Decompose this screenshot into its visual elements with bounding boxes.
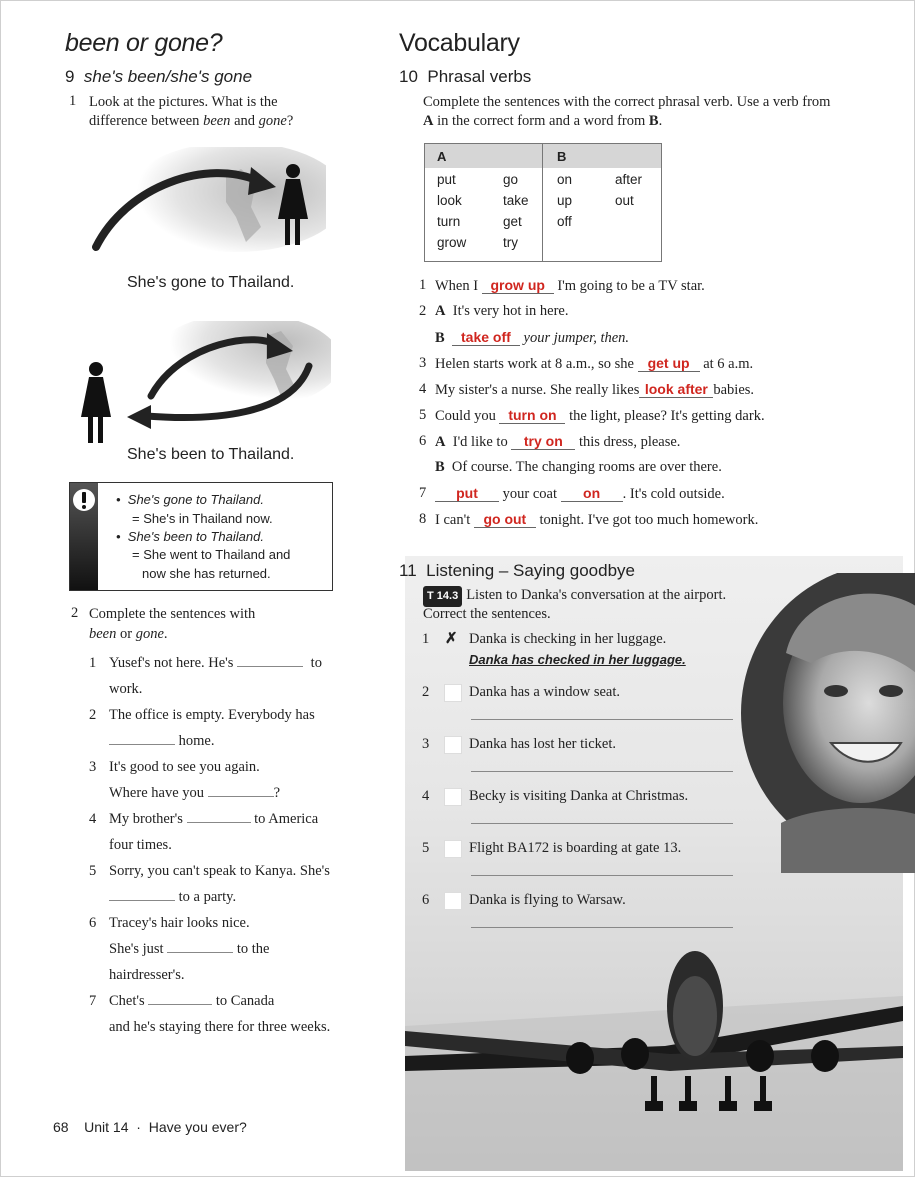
note-sidebar bbox=[70, 483, 98, 590]
item-number: 2 bbox=[419, 303, 427, 319]
ex11-item-1-text: Danka is checking in her luggage. bbox=[469, 631, 667, 647]
text: the light, please? It's getting dark. bbox=[569, 408, 765, 424]
text: ? bbox=[286, 113, 294, 129]
vocab-table bbox=[424, 143, 662, 262]
text: or bbox=[116, 626, 136, 642]
exercise-number: 9 bbox=[65, 67, 75, 86]
answer-checkbox[interactable] bbox=[444, 788, 462, 806]
word: up bbox=[557, 193, 573, 208]
text: . bbox=[163, 626, 168, 642]
sentence-number: 6 bbox=[89, 915, 97, 931]
answer-field[interactable]: grow up bbox=[482, 277, 554, 294]
item-number: 4 bbox=[419, 381, 427, 397]
word: take bbox=[503, 193, 529, 208]
q1-line2 bbox=[89, 112, 293, 131]
sentence-4-line2: four times. bbox=[109, 837, 172, 853]
question-number: 1 bbox=[69, 93, 77, 109]
text: I can't bbox=[435, 512, 471, 528]
text: . bbox=[658, 113, 663, 129]
text: in the correct form and a word from bbox=[433, 113, 649, 129]
text: Chet's bbox=[109, 993, 145, 1009]
speaker-label: A bbox=[435, 434, 446, 450]
cross-mark-icon: ✗ bbox=[445, 630, 458, 647]
ex10-item-5 bbox=[435, 407, 765, 425]
text: at 6 a.m. bbox=[703, 356, 754, 372]
word: look bbox=[437, 193, 462, 208]
sentence-5-line2 bbox=[109, 889, 236, 906]
exercise-title: she's been/she's gone bbox=[83, 67, 253, 86]
portrait-photo bbox=[741, 573, 915, 873]
sentence-5-line1: Sorry, you can't speak to Kanya. She's bbox=[109, 863, 330, 879]
exercise-title: Phrasal verbs bbox=[427, 67, 532, 86]
ex11-item-5-text: Flight BA172 is boarding at gate 13. bbox=[469, 840, 682, 856]
text: tonight. I've got too much homework. bbox=[539, 512, 759, 528]
note-line3: • She's been to Thailand. bbox=[116, 529, 264, 544]
text: She's gone to Thailand. bbox=[127, 492, 264, 507]
item-number: 2 bbox=[422, 684, 430, 700]
word: on bbox=[557, 172, 573, 187]
item-number: 1 bbox=[422, 631, 430, 647]
sentence-6-line1: Tracey's hair looks nice. bbox=[109, 915, 250, 931]
ex10-instruction-line2 bbox=[423, 112, 662, 131]
sentence-number: 3 bbox=[89, 759, 97, 775]
vocab-table-divider bbox=[542, 144, 543, 261]
map-arrow-illustration bbox=[86, 147, 326, 257]
note-line4: = She went to Thailand and bbox=[132, 547, 291, 562]
answer-field[interactable]: go out bbox=[474, 511, 536, 528]
text: Could you bbox=[435, 408, 496, 424]
answer-field[interactable]: try on bbox=[511, 433, 575, 450]
text: ? bbox=[273, 785, 281, 801]
exclamation-icon bbox=[70, 486, 98, 516]
ex10-instruction-line1: Complete the sentences with the correct phrasal verb. Use a verb from bbox=[423, 94, 831, 110]
text: My brother's bbox=[109, 811, 183, 827]
answer-blank[interactable] bbox=[237, 666, 303, 667]
ex11-item-1-answer[interactable]: Danka has checked in her luggage. bbox=[469, 652, 686, 667]
item-number: 5 bbox=[419, 407, 427, 423]
sentence-1-line2: work. bbox=[109, 681, 143, 697]
text: Listen to Danka's conversation at the airport. bbox=[466, 587, 727, 603]
text-italic: been bbox=[89, 626, 117, 642]
answer-field[interactable]: put bbox=[435, 485, 499, 502]
text-italic: gone bbox=[258, 113, 287, 129]
text-italic: gone bbox=[135, 626, 164, 642]
answer-field[interactable]: turn on bbox=[499, 407, 565, 424]
picture-been bbox=[71, 321, 331, 446]
sentence-2-line1: The office is empty. Everybody has bbox=[109, 707, 315, 723]
sentence-2-line2 bbox=[109, 733, 214, 750]
sentence-number: 4 bbox=[89, 811, 97, 827]
answer-blank[interactable] bbox=[208, 796, 274, 797]
text: It's very hot in here. bbox=[452, 303, 569, 319]
unit-label: Unit 14 bbox=[84, 1119, 129, 1135]
item-number: 7 bbox=[419, 485, 427, 501]
audio-track-badge[interactable]: T 14.3 bbox=[423, 586, 462, 607]
text-italic: been bbox=[203, 113, 231, 129]
sentence-7-line2: and he's staying there for three weeks. bbox=[109, 1019, 331, 1035]
footer-separator: · bbox=[136, 1119, 141, 1135]
ex10-item-6b bbox=[435, 459, 722, 476]
speaker-label: B bbox=[435, 330, 445, 346]
text: this dress, please. bbox=[578, 434, 681, 450]
ex10-item-6a bbox=[435, 433, 680, 451]
text: Of course. The changing rooms are over there. bbox=[451, 459, 722, 475]
ex11-item-4-text: Becky is visiting Danka at Christmas. bbox=[469, 788, 689, 804]
text: I'd like to bbox=[452, 434, 508, 450]
question-number: 2 bbox=[71, 605, 79, 621]
section-title-been-or-gone: been or gone? bbox=[65, 29, 223, 57]
ex10-item-8 bbox=[435, 511, 758, 529]
word: put bbox=[437, 172, 456, 187]
item-number: 3 bbox=[422, 736, 430, 752]
sentence-3-line2 bbox=[109, 785, 280, 802]
column-b-header: B bbox=[557, 149, 567, 164]
exercise-number: 10 bbox=[399, 67, 418, 86]
text: babies. bbox=[713, 382, 755, 398]
vocab-table-header bbox=[425, 144, 661, 168]
answer-line[interactable] bbox=[471, 927, 733, 928]
answer-line[interactable] bbox=[471, 719, 733, 720]
text: She's just bbox=[109, 941, 164, 957]
ex10-item-2b bbox=[435, 329, 629, 347]
ex10-item-3 bbox=[435, 355, 753, 373]
sentence-number: 1 bbox=[89, 655, 97, 671]
page-number: 68 bbox=[53, 1119, 69, 1135]
q2-line2 bbox=[89, 625, 168, 644]
text: to America bbox=[254, 811, 319, 827]
picture-gone bbox=[86, 147, 326, 257]
exercise-10-heading bbox=[399, 67, 531, 87]
airplane-photo bbox=[405, 946, 903, 1171]
answer-line[interactable] bbox=[471, 771, 733, 772]
note-line5: now she has returned. bbox=[142, 566, 271, 581]
sentence-4-line1 bbox=[109, 811, 318, 828]
q1-line1: Look at the pictures. What is the bbox=[89, 94, 278, 110]
sentence-7-line1 bbox=[109, 993, 274, 1010]
q2-line1: Complete the sentences with bbox=[89, 606, 256, 622]
text: . It's cold outside. bbox=[622, 486, 725, 502]
ex11-item-6-text: Danka is flying to Warsaw. bbox=[469, 892, 626, 908]
text: She's been to Thailand. bbox=[127, 529, 264, 544]
answer-blank[interactable] bbox=[187, 822, 251, 823]
text-bold: A bbox=[423, 113, 434, 129]
item-number: 6 bbox=[419, 433, 427, 449]
word: grow bbox=[437, 235, 467, 250]
ex11-instruction-line2: Correct the sentences. bbox=[423, 606, 551, 622]
item-number: 6 bbox=[422, 892, 430, 908]
caption-gone: She's gone to Thailand. bbox=[127, 274, 295, 291]
sentence-number: 5 bbox=[89, 863, 97, 879]
section-title-vocabulary: Vocabulary bbox=[399, 29, 520, 57]
airplane-image bbox=[405, 946, 903, 1171]
item-number: 4 bbox=[422, 788, 430, 804]
text: your coat bbox=[502, 486, 557, 502]
answer-line[interactable] bbox=[471, 823, 733, 824]
answer-blank[interactable] bbox=[148, 1004, 212, 1005]
sentence-6-line3: hairdresser's. bbox=[109, 967, 185, 983]
text: your jumper, then. bbox=[523, 330, 630, 346]
answer-blank[interactable] bbox=[109, 744, 175, 745]
note-line1: • She's gone to Thailand. bbox=[116, 492, 264, 507]
text-bold: B bbox=[648, 113, 659, 129]
item-number: 1 bbox=[419, 277, 427, 293]
text: and bbox=[230, 113, 259, 129]
item-number: 3 bbox=[419, 355, 427, 371]
answer-field[interactable]: take off bbox=[452, 329, 520, 346]
text: to bbox=[310, 655, 322, 671]
answer-field[interactable]: look after bbox=[639, 381, 713, 398]
text: difference between bbox=[89, 113, 204, 129]
word: off bbox=[557, 214, 572, 229]
answer-field[interactable]: get up bbox=[638, 355, 700, 372]
text: Yusef's not here. He's bbox=[109, 655, 234, 671]
word: try bbox=[503, 235, 518, 250]
text: to the bbox=[236, 941, 270, 957]
sentence-1-line1 bbox=[109, 655, 322, 672]
sentence-number: 7 bbox=[89, 993, 97, 1009]
answer-checkbox[interactable] bbox=[444, 840, 462, 858]
word: after bbox=[615, 172, 643, 187]
ex10-item-1 bbox=[435, 277, 705, 295]
item-number: 5 bbox=[422, 840, 430, 856]
unit-title: Have you ever? bbox=[148, 1119, 247, 1135]
sentence-number: 2 bbox=[89, 707, 97, 723]
speaker-label: B bbox=[435, 459, 445, 475]
speaker-label: A bbox=[435, 303, 446, 319]
grammar-note-box bbox=[69, 482, 333, 591]
answer-blank[interactable] bbox=[109, 900, 175, 901]
map-return-arrow-illustration bbox=[71, 321, 331, 446]
page-footer bbox=[53, 1119, 247, 1135]
answer-field[interactable]: on bbox=[561, 485, 623, 502]
text: Where have you bbox=[109, 785, 205, 801]
caption-been: She's been to Thailand. bbox=[127, 446, 295, 463]
ex11-item-2-text: Danka has a window seat. bbox=[469, 684, 620, 700]
answer-checkbox[interactable] bbox=[444, 736, 462, 754]
text: home. bbox=[178, 733, 215, 749]
ex10-item-7 bbox=[435, 485, 725, 503]
text: When I bbox=[435, 278, 479, 294]
smiling-woman-image bbox=[741, 573, 915, 873]
ex10-item-4 bbox=[435, 381, 754, 399]
ex11-item-3-text: Danka has lost her ticket. bbox=[469, 736, 616, 752]
sentence-6-line2 bbox=[109, 941, 269, 958]
text: My sister's a nurse. She really likes bbox=[435, 382, 640, 398]
answer-line[interactable] bbox=[471, 875, 733, 876]
exercise-title: Listening – Saying goodbye bbox=[426, 561, 635, 580]
note-line2: = She's in Thailand now. bbox=[132, 511, 273, 526]
sentence-3-line1: It's good to see you again. bbox=[109, 759, 260, 775]
exercise-11-heading bbox=[399, 561, 635, 581]
answer-checkbox[interactable] bbox=[444, 684, 462, 702]
word: out bbox=[615, 193, 634, 208]
word: turn bbox=[437, 214, 461, 229]
exercise-9-heading bbox=[65, 67, 252, 87]
text: I'm going to be a TV star. bbox=[557, 278, 705, 294]
item-number: 8 bbox=[419, 511, 427, 527]
text: to a party. bbox=[178, 889, 237, 905]
text: Helen starts work at 8 a.m., so she bbox=[435, 356, 634, 372]
ex10-item-2a bbox=[435, 303, 569, 320]
answer-checkbox[interactable] bbox=[444, 892, 462, 910]
text: to Canada bbox=[215, 993, 275, 1009]
ex11-instruction-line1 bbox=[423, 586, 726, 607]
word: go bbox=[503, 172, 519, 187]
exercise-number: 11 bbox=[399, 561, 417, 580]
column-a-header: A bbox=[437, 149, 447, 164]
word: get bbox=[503, 214, 522, 229]
answer-blank[interactable] bbox=[167, 952, 233, 953]
